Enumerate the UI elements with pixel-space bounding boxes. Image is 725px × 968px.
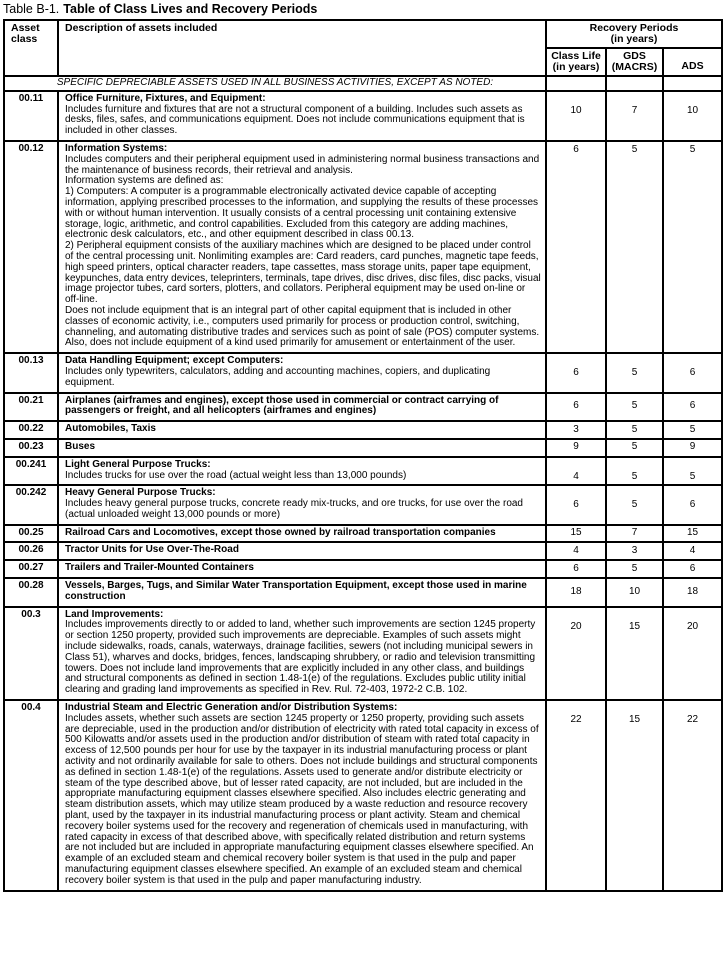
table-row xyxy=(4,141,722,353)
ads-cell: 6 xyxy=(663,353,722,392)
description-cell xyxy=(58,393,546,422)
asset-row-title: Industrial Steam and Electric Generation and/or Distribution Systems: xyxy=(65,702,398,714)
asset-row-title: Office Furniture, Fixtures, and Equipment: xyxy=(65,92,266,104)
class-life-cell: 6 xyxy=(546,485,606,524)
table-row xyxy=(4,439,722,457)
asset-class-cell: 00.26 xyxy=(4,542,58,560)
empty-cell xyxy=(606,76,663,91)
asset-row-paragraph: 1) Computers: A computer is a programmable electronically activated device capable of accepting information, applying prescribed processes to the information, and supplying the results of these processes with or without human intervention. It usually consists of a central processing unit containing extensive storage, logic, arithmetic, and control capabilities. Excluded from this category are adding machines, electronic desk calculators, etc., and other equipment described in class 00.13. xyxy=(65,186,539,241)
ads-cell: 22 xyxy=(663,700,722,891)
table-row xyxy=(4,560,722,578)
col-header-description: Description of assets included xyxy=(58,20,546,76)
table-row xyxy=(4,91,722,141)
class-life-cell: 9 xyxy=(546,439,606,457)
ads-cell: 10 xyxy=(663,91,722,141)
asset-row-paragraph: Includes assets, whether such assets are section 1245 property or 1250 property, providing such assets are depreciable, used in the production and/or distribution of electricity with rated total capacity in excess of 500 Kilowatts and/or assets used in the production and/or distribution of steam with rated total capacity in excess of 12,500 pounds per hour for use by the taxpayer in its industrial manufacturing process or plant activity and not ordinarily available for sale to others. Does not include buildings and structural components as defined in section 1.48-1(e) of the regulations. Assets used to generate and/or distribute electricity or steam of the type described above, but of lesser rated capacity, are not included, but are included in the appropriate manufacturing equipment classes elsewhere specified. Also includes electric generating and steam distribution assets, which may utilize steam produced by a waste reduction and resource recovery plant, used by the taxpayer in its industrial manufacturing process or plant activity. Steam and chemical recovery boiler systems used for the recovery and regeneration of chemicals used in manufacturing, with rated capacity in excess of that described above, with specifically related distribution and return systems are not included but are included in appropriate manufacturing equipment classes elsewhere specified. An example of an excluded steam and chemical recovery boiler system is that used in the pulp and paper manufacturing equipment classes elsewhere specified. An example of an excluded steam and chemical recovery boiler system is that used in the pulp and paper manufacturing industry. xyxy=(65,712,539,886)
col-header-class-life: Class Life (in years) xyxy=(546,48,606,76)
asset-row-paragraph: Includes improvements directly to or added to land, whether such improvements are section 1245 property or section 1250 property, provided such improvements are depreciable. Examples of such assets might include sidewalks, roads, canals, waterways, drainage facilities, sewers (not including municipal sewers in Class 51), wharves and docks, bridges, fences, landscaping shrubbery, or radio and television transmitting towers. Does not include land improvements that are explicitly included in any other class, and buildings and structural components as defined in section 1.48-1(e) of the regulations. Excludes public utility initial clearing and grading land improvements as specified in Rev. Rul. 72-403, 1972-2 C.B. 102. xyxy=(65,619,536,696)
empty-cell xyxy=(663,76,722,91)
gds-cell: 3 xyxy=(606,542,663,560)
description-cell xyxy=(58,578,546,607)
gds-cell: 5 xyxy=(606,353,663,392)
description-cell xyxy=(58,542,546,560)
empty-cell xyxy=(546,76,606,91)
asset-row-title: Automobiles, Taxis xyxy=(65,423,156,435)
description-cell xyxy=(58,439,546,457)
asset-row-title: Tractor Units for Use Over-The-Road xyxy=(65,544,239,556)
asset-class-cell: 00.21 xyxy=(4,393,58,422)
asset-class-cell: 00.25 xyxy=(4,525,58,543)
col-header-gds: GDS (MACRS) xyxy=(606,48,663,76)
gds-cell: 10 xyxy=(606,578,663,607)
table-row xyxy=(4,542,722,560)
asset-row-title: Railroad Cars and Locomotives, except those owned by railroad transportation companies xyxy=(65,526,496,538)
table-number-label: Table B-1. xyxy=(3,2,60,16)
page-title xyxy=(0,0,725,19)
asset-row-paragraph: Includes furniture and fixtures that are not a structural component of a building. Includes such assets as desks, files, safes, and communications equipment. Does not include communications equipment that is included in other classes. xyxy=(65,103,525,137)
table-row xyxy=(4,353,722,392)
description-cell xyxy=(58,91,546,141)
asset-row-paragraph: Information systems are defined as: xyxy=(65,175,224,187)
section-note: SPECIFIC DEPRECIABLE ASSETS USED IN ALL BUSINESS ACTIVITIES, EXCEPT AS NOTED: xyxy=(4,76,546,91)
asset-class-cell: 00.4 xyxy=(4,700,58,891)
gds-cell: 5 xyxy=(606,421,663,439)
header-row-1 xyxy=(4,20,722,48)
class-life-cell: 6 xyxy=(546,393,606,422)
asset-row-title: Light General Purpose Trucks: xyxy=(65,458,211,470)
asset-class-cell: 00.28 xyxy=(4,578,58,607)
asset-class-cell: 00.13 xyxy=(4,353,58,392)
description-cell xyxy=(58,525,546,543)
ads-cell: 9 xyxy=(663,439,722,457)
ads-cell: 5 xyxy=(663,141,722,353)
ads-cell: 18 xyxy=(663,578,722,607)
description-cell xyxy=(58,457,546,486)
class-life-cell: 3 xyxy=(546,421,606,439)
table-row xyxy=(4,421,722,439)
ads-cell: 5 xyxy=(663,457,722,486)
asset-row-paragraph: Includes trucks for use over the road (actual weight less than 13,000 pounds) xyxy=(65,469,407,481)
asset-row-title: Heavy General Purpose Trucks: xyxy=(65,487,216,499)
ads-cell: 15 xyxy=(663,525,722,543)
class-life-cell: 20 xyxy=(546,607,606,700)
description-cell xyxy=(58,353,546,392)
class-life-cell: 6 xyxy=(546,353,606,392)
gds-cell: 5 xyxy=(606,141,663,353)
gds-cell: 7 xyxy=(606,91,663,141)
asset-row-title: Land Improvements: xyxy=(65,608,164,620)
class-life-cell: 15 xyxy=(546,525,606,543)
asset-class-cell: 00.27 xyxy=(4,560,58,578)
asset-row-paragraph: Includes computers and their peripheral equipment used in administering normal business transactions and the maintenance of business records, their retrieval and analysis. xyxy=(65,153,540,176)
ads-cell: 20 xyxy=(663,607,722,700)
asset-class-cell: 00.22 xyxy=(4,421,58,439)
asset-class-cell: 00.242 xyxy=(4,485,58,524)
asset-row-paragraph: Does not include equipment that is an integral part of other capital equipment that is included in other classes of economic activity, i.e., computers used primarily for process or production control, switching, channeling, and automating distributive trades and services such as point of sale (POS) computer systems. Also, does not include equipment of a kind used primarily for amusement or entertainment of the user. xyxy=(65,304,540,349)
asset-class-cell: 00.23 xyxy=(4,439,58,457)
asset-row-title: Buses xyxy=(65,440,96,452)
asset-row-paragraph: 2) Peripheral equipment consists of the auxiliary machines which are designed to be placed under control of the central processing unit. Nonlimiting examples are: Card readers, card punches, magnetic tape feeds, high speed printers, optical character readers, tape cassettes, mass storage units, paper tape equipment, keypunches, data entry devices, teleprinters, terminals, tape drives, disc drives, disc files, disc packs, visual image projector tubes, card sorters, plotters, and collators. Peripheral equipment may be used on-line or off-line. xyxy=(65,240,541,306)
description-cell xyxy=(58,560,546,578)
gds-cell: 15 xyxy=(606,607,663,700)
asset-row-title: Data Handling Equipment; except Computers: xyxy=(65,355,284,367)
class-life-cell: 18 xyxy=(546,578,606,607)
gds-cell: 15 xyxy=(606,700,663,891)
asset-row-paragraph: Includes only typewriters, calculators, adding and accounting machines, copiers, and duplicating equipment. xyxy=(65,365,491,388)
gds-cell: 7 xyxy=(606,525,663,543)
description-cell xyxy=(58,485,546,524)
asset-row-title: Vessels, Barges, Tugs, and Similar Water Transportation Equipment, except those used in marine construction xyxy=(65,580,527,602)
description-cell xyxy=(58,421,546,439)
table-row xyxy=(4,607,722,700)
asset-class-cell: 00.12 xyxy=(4,141,58,353)
gds-cell: 5 xyxy=(606,439,663,457)
ads-cell: 4 xyxy=(663,542,722,560)
class-life-cell: 6 xyxy=(546,560,606,578)
asset-row-title: Information Systems: xyxy=(65,142,168,154)
section-note-row xyxy=(4,76,722,91)
class-life-cell: 6 xyxy=(546,141,606,353)
table-row xyxy=(4,578,722,607)
asset-row-title: Airplanes (airframes and engines), except those used in commercial or contract carrying of passengers or freight, and all helicopters (airframes and engines) xyxy=(65,394,499,417)
asset-class-cell: 00.11 xyxy=(4,91,58,141)
description-cell xyxy=(58,141,546,353)
table-row xyxy=(4,485,722,524)
class-life-cell: 22 xyxy=(546,700,606,891)
col-header-recovery-periods: Recovery Periods (in years) xyxy=(546,20,722,48)
table-row xyxy=(4,525,722,543)
ads-cell: 6 xyxy=(663,485,722,524)
table-row xyxy=(4,700,722,891)
class-lives-table xyxy=(3,19,723,892)
description-cell xyxy=(58,607,546,700)
gds-cell: 5 xyxy=(606,393,663,422)
asset-class-cell: 00.3 xyxy=(4,607,58,700)
class-life-cell: 10 xyxy=(546,91,606,141)
table-row xyxy=(4,457,722,486)
ads-cell: 6 xyxy=(663,560,722,578)
class-life-cell: 4 xyxy=(546,542,606,560)
col-header-ads: ADS xyxy=(663,48,722,76)
ads-cell: 5 xyxy=(663,421,722,439)
table-row xyxy=(4,393,722,422)
gds-cell: 5 xyxy=(606,457,663,486)
gds-cell: 5 xyxy=(606,485,663,524)
table-title-label: Table of Class Lives and Recovery Periods xyxy=(63,2,318,16)
description-cell xyxy=(58,700,546,891)
gds-cell: 5 xyxy=(606,560,663,578)
ads-cell: 6 xyxy=(663,393,722,422)
asset-row-title: Trailers and Trailer-Mounted Containers xyxy=(65,562,254,574)
class-life-cell: 4 xyxy=(546,457,606,486)
asset-row-paragraph: Includes heavy general purpose trucks, concrete ready mix-trucks, and ore trucks, for use over the road (actual unloaded weight 13,000 pounds or more) xyxy=(65,498,523,520)
asset-class-cell: 00.241 xyxy=(4,457,58,486)
col-header-asset-class: Asset class xyxy=(4,20,58,76)
